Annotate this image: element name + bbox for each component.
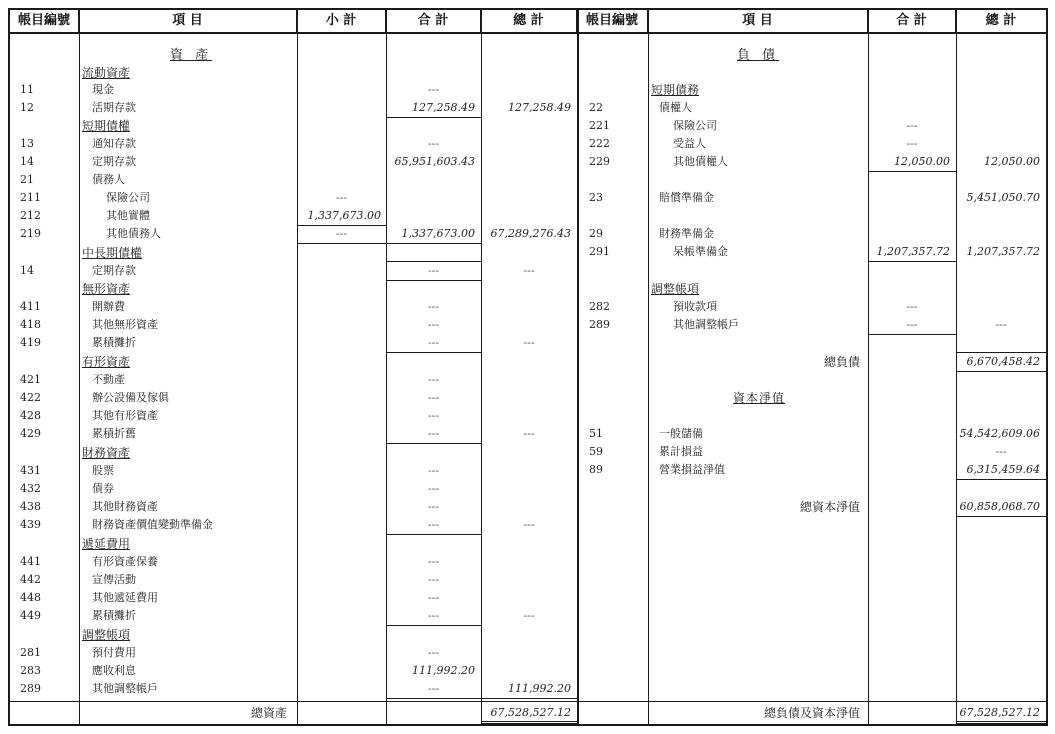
total-value: --- xyxy=(995,445,1007,458)
account-name: 活期存款 xyxy=(92,101,136,114)
account-name: 其他遞延費用 xyxy=(92,591,158,604)
account-code: 421 xyxy=(20,373,41,386)
total-value: --- xyxy=(995,318,1007,331)
section-long-claims: 中長期債權 xyxy=(82,246,143,260)
sum-value: --- xyxy=(427,591,440,604)
table-row xyxy=(577,117,1046,135)
account-name: 一般儲備 xyxy=(659,427,703,440)
sum-value: --- xyxy=(427,518,440,531)
account-code: 428 xyxy=(20,409,41,422)
rule xyxy=(297,243,481,244)
table-row xyxy=(10,153,577,171)
table-row xyxy=(577,461,1046,479)
section-tangible: 有形資產 xyxy=(82,355,131,369)
account-name: 呆帳準備金 xyxy=(673,245,728,258)
table-row xyxy=(577,443,1046,461)
total-liabilities-label: 總負債 xyxy=(823,355,860,369)
account-code: 51 xyxy=(589,427,603,440)
table-row xyxy=(577,99,1046,117)
sum-value: --- xyxy=(427,500,440,513)
account-name: 宣傳活動 xyxy=(92,573,136,586)
table-row xyxy=(10,334,577,352)
account-code: 14 xyxy=(20,264,34,277)
table-row xyxy=(10,516,577,534)
sum-value: --- xyxy=(906,318,918,331)
total-value: 127,258.49 xyxy=(508,101,571,114)
account-name: 財務準備金 xyxy=(659,227,714,240)
account-name: 財務資產價值變動準備金 xyxy=(92,518,213,531)
sum-value: --- xyxy=(427,391,440,404)
account-code: 12 xyxy=(20,101,34,114)
total-value: --- xyxy=(523,427,535,440)
rule xyxy=(956,371,1046,372)
account-code: 422 xyxy=(20,391,41,404)
rule xyxy=(10,701,577,702)
account-code: 21 xyxy=(20,173,34,186)
table-row xyxy=(10,189,577,207)
table-row xyxy=(10,99,577,117)
table-row xyxy=(577,135,1046,153)
sum-value: 1,337,673.00 xyxy=(401,227,475,240)
account-code: 211 xyxy=(20,191,41,204)
table-row xyxy=(10,262,577,280)
account-name: 開辦費 xyxy=(92,300,125,313)
sum-value: 12,050.00 xyxy=(894,155,950,168)
account-code: 14 xyxy=(20,155,34,168)
total-equity-value: 60,858,068.70 xyxy=(959,500,1040,513)
rule xyxy=(386,534,481,535)
account-name: 累積攤折 xyxy=(92,336,136,349)
table-row xyxy=(577,425,1046,443)
section-financial: 財務資產 xyxy=(82,446,131,460)
account-code: 431 xyxy=(20,464,41,477)
header-right-item: 項 目 xyxy=(648,10,868,32)
sum-value: 65,951,603.43 xyxy=(394,155,475,168)
rule xyxy=(386,352,481,353)
account-code: 229 xyxy=(589,155,610,168)
header-left-code: 帳目編號 xyxy=(10,10,79,32)
account-name: 不動產 xyxy=(92,373,125,386)
account-name: 其他實體 xyxy=(106,209,150,222)
sum-value: --- xyxy=(427,609,440,622)
section-adjust-assets: 調整帳項 xyxy=(82,628,131,642)
account-name: 債務人 xyxy=(92,173,125,186)
account-code: 432 xyxy=(20,482,41,495)
table-row xyxy=(10,498,577,516)
subtotal-value: --- xyxy=(335,227,348,240)
account-name: 其他債權人 xyxy=(673,155,728,168)
rule xyxy=(868,261,956,262)
account-code: 222 xyxy=(589,137,610,150)
rule xyxy=(386,625,481,626)
sum-value: --- xyxy=(427,682,440,695)
account-code: 281 xyxy=(20,646,41,659)
total-value: 1,207,357.72 xyxy=(966,245,1040,258)
account-name: 受益人 xyxy=(673,137,706,150)
header-divider xyxy=(10,32,1046,34)
section-deferred: 遞延費用 xyxy=(82,537,131,551)
rule xyxy=(297,225,386,226)
sum-value: --- xyxy=(427,646,440,659)
sum-value: 127,258.49 xyxy=(412,101,475,114)
table-row xyxy=(10,135,577,153)
rule xyxy=(386,443,481,444)
sum-value: --- xyxy=(427,427,440,440)
sum-value: --- xyxy=(427,555,440,568)
table-row xyxy=(10,480,577,498)
sum-value: --- xyxy=(427,300,440,313)
table-row xyxy=(577,189,1046,207)
balance-sheet xyxy=(8,8,1048,726)
table-row xyxy=(10,407,577,425)
section-short-claims: 短期債權 xyxy=(82,119,131,133)
rule xyxy=(868,334,956,335)
account-code: 11 xyxy=(20,83,34,96)
section-adjust-liabilities: 調整帳項 xyxy=(651,282,700,296)
account-name: 債券 xyxy=(92,482,114,495)
account-code: 212 xyxy=(20,209,41,222)
total-value: 5,451,050.70 xyxy=(966,191,1040,204)
sum-value: --- xyxy=(427,318,440,331)
account-name: 通知存款 xyxy=(92,137,136,150)
account-name: 保險公司 xyxy=(673,119,717,132)
rule xyxy=(386,117,481,118)
sum-value: --- xyxy=(427,464,440,477)
table-row xyxy=(577,153,1046,171)
account-name: 累積折舊 xyxy=(92,427,136,440)
account-name: 其他財務資產 xyxy=(92,500,158,513)
account-code: 291 xyxy=(589,245,610,258)
account-name: 保險公司 xyxy=(106,191,150,204)
table-row xyxy=(10,425,577,443)
rule xyxy=(386,280,481,281)
account-code: 29 xyxy=(589,227,603,240)
account-name: 累計損益 xyxy=(659,445,703,458)
table-row xyxy=(10,225,577,243)
rule xyxy=(577,701,1046,702)
account-name: 其他有形資產 xyxy=(92,409,158,422)
total-value: 12,050.00 xyxy=(984,155,1040,168)
account-code: 13 xyxy=(20,137,34,150)
rule xyxy=(868,171,956,172)
equity-title: 資本淨值 xyxy=(733,391,786,405)
total-value: 111,992.20 xyxy=(508,682,571,695)
total-value: 54,542,609.06 xyxy=(959,427,1040,440)
account-code: 442 xyxy=(20,573,41,586)
account-name: 累積攤折 xyxy=(92,609,136,622)
account-code: 289 xyxy=(20,682,41,695)
account-code: 59 xyxy=(589,445,603,458)
header-left-item: 項 目 xyxy=(79,10,297,32)
header-left-subtotal: 小 計 xyxy=(297,10,386,32)
account-name: 辦公設備及傢俱 xyxy=(92,391,169,404)
account-code: 438 xyxy=(20,500,41,513)
account-name: 營業損益淨值 xyxy=(659,463,725,476)
total-value: 6,315,459.64 xyxy=(966,463,1040,476)
table-row xyxy=(577,298,1046,316)
account-code: 289 xyxy=(589,318,610,331)
sum-value: --- xyxy=(427,373,440,386)
total-value: 67,289,276.43 xyxy=(490,227,571,240)
total-liabilities-equity-label: 總負債及資本淨值 xyxy=(763,706,860,720)
sum-value: --- xyxy=(427,336,440,349)
account-name: 預付費用 xyxy=(92,646,136,659)
header-right-sum: 合 計 xyxy=(868,10,956,32)
table-row xyxy=(10,298,577,316)
account-name: 定期存款 xyxy=(92,264,136,277)
table-row xyxy=(10,589,577,607)
total-assets-value: 67,528,527.12 xyxy=(490,706,571,719)
table-row xyxy=(10,553,577,571)
header-right-total: 總 計 xyxy=(985,13,1017,28)
account-name: 應收利息 xyxy=(92,664,136,677)
rule xyxy=(386,698,481,699)
account-code: 439 xyxy=(20,518,41,531)
table-row xyxy=(10,316,577,334)
account-code: 23 xyxy=(589,191,603,204)
rule xyxy=(956,516,1046,517)
account-code: 429 xyxy=(20,427,41,440)
sum-value: 1,207,357.72 xyxy=(876,245,950,258)
account-code: 221 xyxy=(589,119,610,132)
total-value: --- xyxy=(523,336,535,349)
total-value: --- xyxy=(523,264,535,277)
account-code: 22 xyxy=(589,101,603,114)
header-left-total: 總 計 xyxy=(481,10,577,32)
total-value: --- xyxy=(523,609,535,622)
total-liabilities-value: 6,670,458.42 xyxy=(966,355,1040,368)
table-row xyxy=(577,316,1046,334)
account-code: 89 xyxy=(589,463,603,476)
rule xyxy=(386,261,481,262)
account-name: 股票 xyxy=(92,464,114,477)
section-intangible: 無形資產 xyxy=(82,282,131,296)
account-code: 219 xyxy=(20,227,41,240)
account-code: 411 xyxy=(20,300,41,313)
header-right-code: 帳目編號 xyxy=(577,10,648,32)
account-name: 其他無形資產 xyxy=(92,318,158,331)
table-row xyxy=(10,680,577,698)
account-code: 283 xyxy=(20,664,41,677)
account-name: 定期存款 xyxy=(92,155,136,168)
table-row xyxy=(10,662,577,680)
section-short-debts: 短期債務 xyxy=(651,83,700,97)
sum-value: --- xyxy=(427,83,440,96)
sum-value: 111,992.20 xyxy=(412,664,475,677)
table-row xyxy=(10,607,577,625)
account-code: 441 xyxy=(20,555,41,568)
table-row xyxy=(10,171,577,189)
sum-value: --- xyxy=(906,137,918,150)
header-left-sum: 合 計 xyxy=(386,10,481,32)
table-row xyxy=(10,207,577,225)
table-row xyxy=(10,371,577,389)
rule xyxy=(481,698,577,699)
account-code: 419 xyxy=(20,336,41,349)
account-name: 其他債務人 xyxy=(106,227,161,240)
table-row xyxy=(10,462,577,480)
total-assets-label: 總資產 xyxy=(250,706,287,720)
subtotal-value: 1,337,673.00 xyxy=(307,209,381,222)
account-name: 其他調整帳戶 xyxy=(92,682,158,695)
total-equity-label: 總資本淨值 xyxy=(799,500,860,514)
table-row xyxy=(577,243,1046,261)
subtotal-value: --- xyxy=(335,191,348,204)
table-row xyxy=(10,389,577,407)
account-code: 418 xyxy=(20,318,41,331)
sum-value: --- xyxy=(427,264,440,277)
sum-value: --- xyxy=(427,482,440,495)
account-code: 448 xyxy=(20,591,41,604)
sum-value: --- xyxy=(427,409,440,422)
table-row xyxy=(10,644,577,662)
account-name: 債權人 xyxy=(659,101,692,114)
rule xyxy=(956,479,1046,480)
assets-title: 資 產 xyxy=(170,48,213,63)
table-row xyxy=(10,571,577,589)
table-row xyxy=(577,225,1046,243)
account-name: 其他調整帳戶 xyxy=(673,318,739,331)
account-name: 預收款項 xyxy=(673,300,717,313)
sum-value: --- xyxy=(906,119,918,132)
sum-value: --- xyxy=(906,300,918,313)
account-name: 賠償準備金 xyxy=(659,191,714,204)
account-code: 282 xyxy=(589,300,610,313)
double-rule xyxy=(956,721,1046,724)
double-rule xyxy=(481,721,577,724)
total-value: --- xyxy=(523,518,535,531)
total-liabilities-equity-value: 67,528,527.12 xyxy=(959,706,1040,719)
account-name: 有形資產保養 xyxy=(92,555,158,568)
account-code: 449 xyxy=(20,609,41,622)
section-current-assets: 流動資產 xyxy=(82,66,131,80)
table-row xyxy=(10,81,577,99)
sum-value: --- xyxy=(427,573,440,586)
liabilities-title: 負 債 xyxy=(737,48,780,63)
account-name: 現金 xyxy=(92,83,114,96)
sum-value: --- xyxy=(427,137,440,150)
